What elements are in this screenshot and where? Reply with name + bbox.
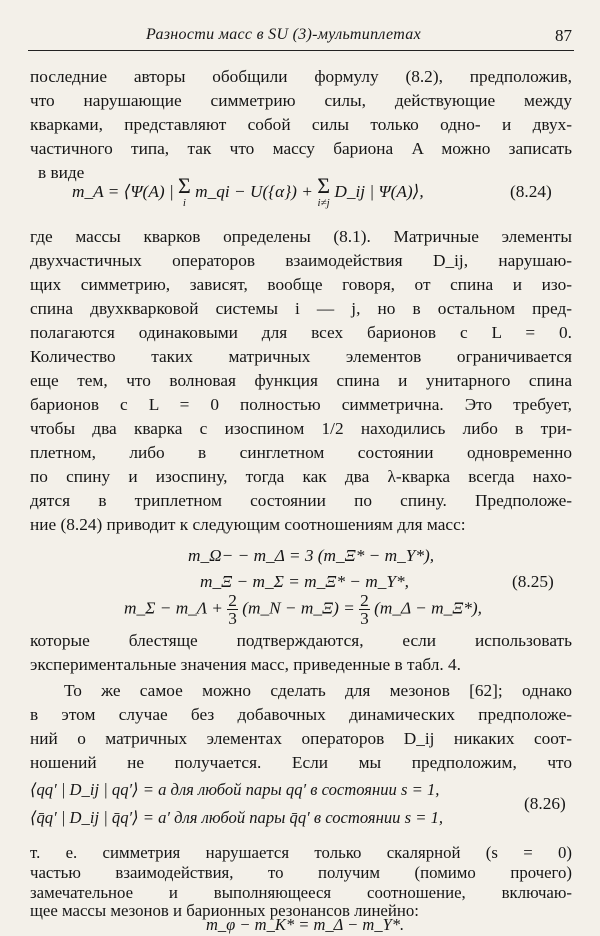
text-line: кварками, представляют собой силы только одно- и двух- bbox=[30, 115, 572, 134]
text-line: спина двухкварковой системы i — j, но в остальном пред- bbox=[30, 299, 572, 318]
equation-8-25-line2: m_Ξ − m_Σ = m_Ξ* − m_Y*, bbox=[200, 572, 409, 591]
equation-8-26-line2: ⟨q̄q′ | D_ij | q̄q′⟩ = a′ для любой пары q̄q′ в состоянии s = 1, bbox=[30, 808, 444, 827]
sum-subscript: i≠j bbox=[317, 197, 330, 209]
eq-824-mid: m_qi − U({α}) + bbox=[190, 181, 318, 201]
equation-8-25-line3 bbox=[124, 592, 482, 627]
text-line: плетном, либо в синглетном состоянии одновременно bbox=[30, 443, 572, 462]
text-line: барионов с L = 0 полностью симметрична. Это требует, bbox=[30, 395, 572, 414]
text-line: Количество таких матричных элементов ограничивается bbox=[30, 347, 572, 366]
text-line: что нарушающие симметрию силы, действующие между bbox=[30, 91, 572, 110]
text-line: То же самое можно сделать для мезонов [62]; однако bbox=[64, 681, 572, 700]
sum-symbol: Σ i bbox=[178, 173, 191, 209]
text-line: ние (8.24) приводит к следующим соотношениям для масс: bbox=[30, 515, 466, 534]
fraction-numerator: 2 bbox=[360, 591, 369, 610]
text-line: по спину и изоспину, тогда как два λ-кварка всегда нахо- bbox=[30, 467, 572, 486]
text-line: частичного типа, так что массу бариона A можно записать bbox=[30, 139, 572, 158]
equation-number: (8.25) bbox=[512, 572, 554, 591]
eq-824-lhs: m_A = ⟨Ψ(A) | bbox=[72, 181, 179, 201]
text-line: чтобы два кварка с изоспином 1/2 находились либо в три- bbox=[30, 419, 572, 438]
text-line: где массы кварков определены (8.1). Матричные элементы bbox=[30, 227, 572, 246]
text-line: т. е. симметрия нарушается только скалярной (s = 0) bbox=[30, 843, 572, 862]
running-title: Разности масс в SU (3)-мультиплетах bbox=[146, 26, 421, 43]
text-line: замечательное и выполняющееся соотношение, включаю- bbox=[30, 883, 572, 902]
equation-8-25-line1: m_Ω− − m_Δ = 3 (m_Ξ* − m_Y*), bbox=[188, 546, 435, 565]
sum-symbol: Σ i≠j bbox=[317, 173, 331, 209]
sum-subscript: i bbox=[182, 197, 186, 209]
equation-8-26-line1: ⟨qq′ | D_ij | qq′⟩ = a для любой пары qq′ в состоянии s = 1, bbox=[30, 780, 440, 799]
text-line: полагаются одинаковыми для всех барионов с L = 0. bbox=[30, 323, 572, 342]
fraction-numerator: 2 bbox=[228, 591, 237, 610]
equation-final: m_φ − m_K* = m_Δ − m_Y*. bbox=[206, 915, 405, 934]
text-line: ношений не получается. Если мы предположим, что bbox=[30, 753, 572, 772]
eq-825-line3-c: (m_Δ − m_Ξ*), bbox=[369, 598, 482, 618]
text-line: щее массы мезонов и барионных резонансов линейно: bbox=[30, 901, 419, 920]
fraction bbox=[359, 592, 370, 627]
text-line: в виде bbox=[38, 163, 85, 182]
fraction-denominator: 3 bbox=[228, 609, 237, 628]
equation-number: (8.24) bbox=[510, 182, 552, 201]
equation-8-24 bbox=[72, 173, 424, 210]
eq-824-rhs: D_ij | Ψ(A)⟩, bbox=[330, 181, 424, 201]
text-line: экспериментальные значения масс, приведенные в табл. 4. bbox=[30, 655, 462, 674]
text-line: частью взаимодействия, то получим (помимо прочего) bbox=[30, 863, 572, 882]
text-line: еще тем, что волновая функция спина и унитарного спина bbox=[30, 371, 572, 390]
text-line: которые блестяще подтверждаются, если использовать bbox=[30, 631, 572, 650]
fraction bbox=[227, 592, 238, 627]
text-line: ний о матричных элементах операторов D_ij никаких соот- bbox=[30, 729, 572, 748]
page-header bbox=[28, 24, 574, 51]
text-line: последние авторы обобщили формулу (8.2), предположив, bbox=[30, 67, 572, 86]
fraction-denominator: 3 bbox=[360, 609, 369, 628]
text-line: дятся в триплетном состоянии по спину. Предположе- bbox=[30, 491, 572, 510]
text-line: в этом случае без добавочных динамических предположе- bbox=[30, 705, 572, 724]
text-line: щих симметрию, зависят, вообще говоря, от спина и изо- bbox=[30, 275, 572, 294]
eq-825-line3-b: (m_N − m_Ξ) = bbox=[237, 598, 360, 618]
equation-number: (8.26) bbox=[524, 794, 566, 813]
eq-825-line3-a: m_Σ − m_Λ + bbox=[124, 598, 228, 618]
text-line: двухчастичных операторов взаимодействия D_ij, нарушаю- bbox=[30, 251, 572, 270]
page-number: 87 bbox=[555, 26, 572, 45]
